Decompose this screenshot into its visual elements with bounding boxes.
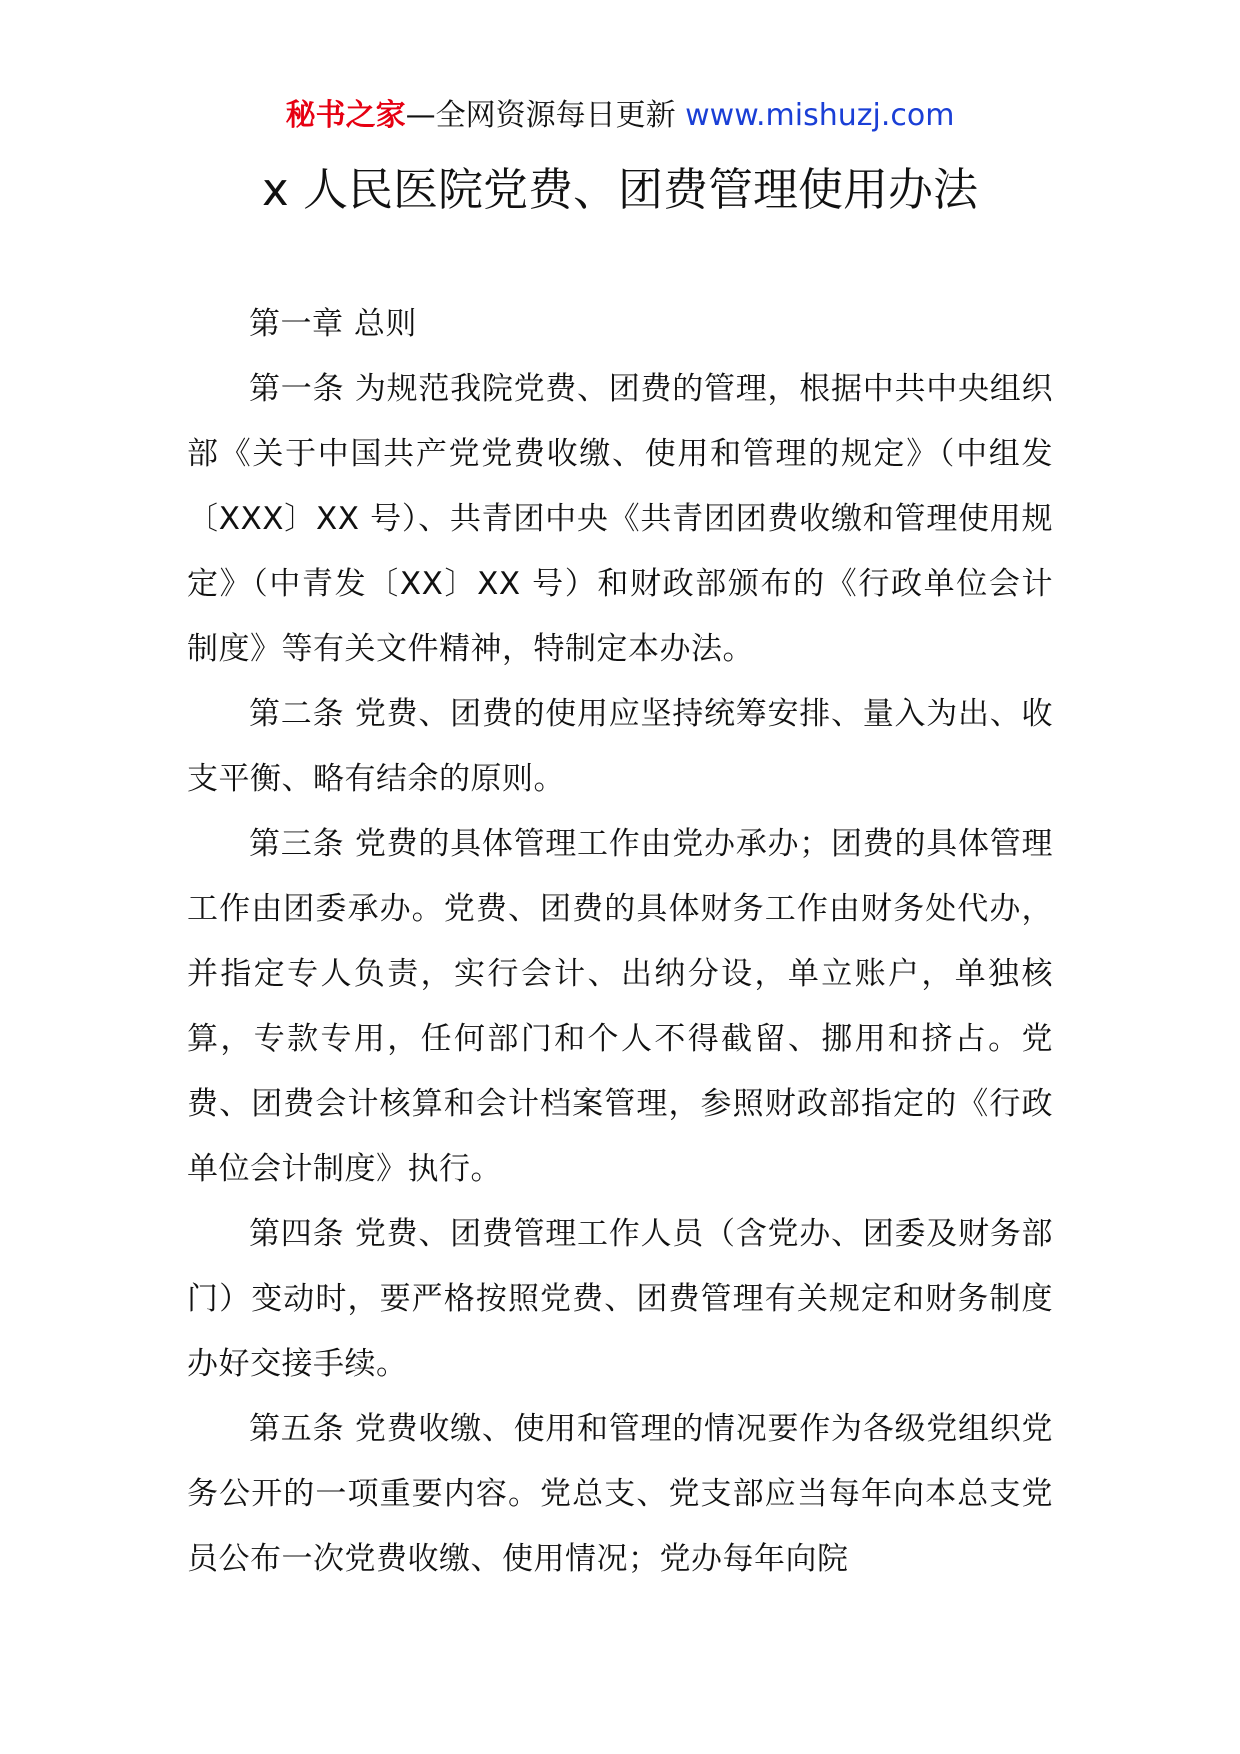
article-1: 第一条 为规范我院党费、团费的管理，根据中共中央组织部《关于中国共产党党费收缴、使用和管理的规定》（中组发〔XXX〕XX 号）、共青团中央《共青团团费收缴和管理使用规定》（中青发〔XX〕XX 号）和财政部颁布的《行政单位会计制度》等有关文件精神，特制定本办法。 (187, 371, 1053, 667)
chapter-heading: 第一章 总则 (249, 306, 417, 342)
article-4: 第四条 党费、团费管理工作人员（含党办、团委及财务部门）变动时，要严格按照党费、团费管理有关规定和财务制度办好交接手续。 (187, 1216, 1053, 1382)
article-5: 第五条 党费收缴、使用和管理的情况要作为各级党组织党务公开的一项重要内容。党总支、党支部应当每年向本总支党员公布一次党费收缴、使用情况；党办每年向院 (187, 1411, 1053, 1577)
article-3: 第三条 党费的具体管理工作由党办承办；团费的具体管理工作由团委承办。党费、团费的具体财务工作由财务处代办，并指定专人负责，实行会计、出纳分设，单立账户，单独核算，专款专用，任何部门和个人不得截留、挪用和挤占。党费、团费会计核算和会计档案管理，参照财政部指定的《行政单位会计制度》执行。 (187, 826, 1053, 1187)
brand-name: 秘书之家 (285, 98, 406, 133)
document-body (187, 292, 1053, 1592)
site-url-link[interactable]: www.mishuzj.com (685, 98, 955, 133)
site-header (0, 96, 1240, 136)
article-2: 第二条 党费、团费的使用应坚持统筹安排、量入为出、收支平衡、略有结余的原则。 (187, 696, 1053, 797)
header-tagline: —全网资源每日更新 (405, 98, 686, 133)
document-title: x 人民医院党费、团费管理使用办法 (262, 163, 978, 216)
